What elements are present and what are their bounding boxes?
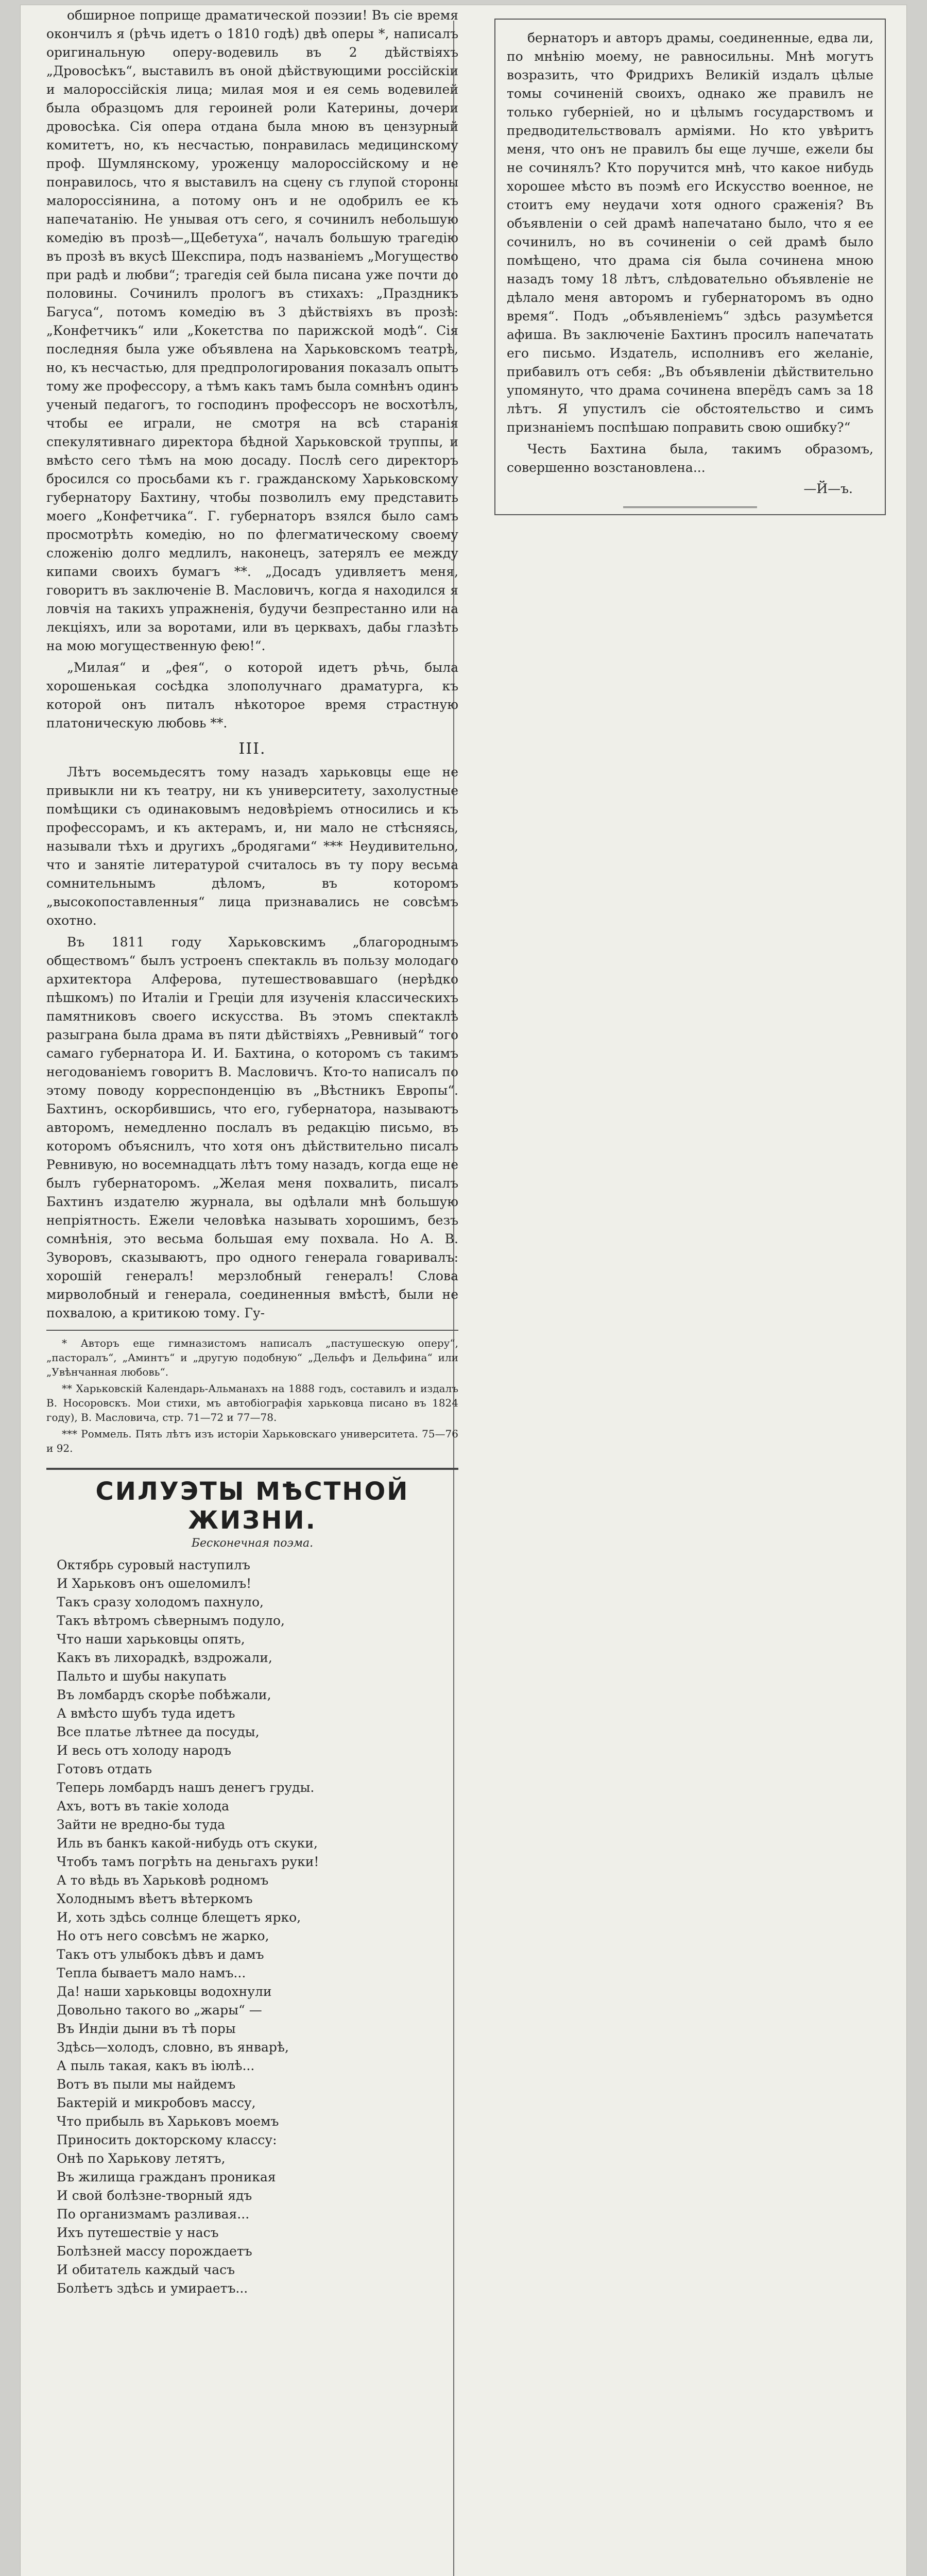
author-signature: —Й—ъ. [803,481,853,496]
poem-line: Иль въ банкъ какой-нибудь отъ скуки, [57,1836,318,1851]
poem-line: Но отъ него совсѣмъ не жарко, [57,1928,269,1943]
poem-line: Болѣзней массу порождаетъ [57,2244,252,2259]
poem-line: И обитатель каждый часъ [57,2262,235,2277]
poem-line: А пыль такая, какъ въ іюлѣ... [57,2058,255,2073]
section-divider [46,1468,458,1470]
poem-line: Готовъ отдать [57,1761,152,1776]
poem-line: Что прибыль въ Харьковъ моемъ [57,2114,279,2129]
poem-line: И свой болѣзне-творный ядъ [57,2188,252,2203]
poem-line: И весь отъ холоду народъ [57,1743,231,1758]
poem-line: Такъ отъ улыбокъ дѣвъ и дамъ [57,1947,264,1962]
poem-line: Въ жилища гражданъ проникая [57,2170,276,2184]
poem-line: По организмамъ разливая... [57,2207,250,2222]
paragraph: бернаторъ и авторъ драмы, соединенные, едва ли, по мнѣнію моему, не равносильны. Мнѣ могутъ возразить, что Фридрихъ Великій издалъ цѣлые томы сочиненій своихъ, однако же правилъ не только губерніей, но и цѣлымъ государствомъ и предводительствовалъ арміями. Но кто увѣритъ меня, что онъ не правилъ бы еще лучше, ежели бы не сочинялъ? Кто поручится мнѣ, что какое нибудь хорошее мѣсто въ поэмѣ его Искусство военное, не стоитъ ему неудачи хотя одного сраженія? Въ объявленіи о сей драмѣ напечатано было, что я ее сочинилъ, но въ сочиненіи о сей драмѣ было помѣщено, что драма сія была сочинена мною назадъ тому 18 лѣтъ, слѣдовательно объявленіе не дѣлало меня авторомъ и губернаторомъ въ одно время“. Подъ „объявленіемъ“ здѣсь разумѣется афиша. Въ заключеніе Бахтинъ просилъ напечатать его письмо. Издатель, исполнивъ его желаніе, прибавилъ отъ себя: „Въ объявленіи дѣйствительно упомянуто, что драма сочинена вперёдъ самъ за 18 лѣтъ. Я упустилъ сіе обстоятельство и симъ признаніемъ поспѣшаю поправить свою ошибку?“ [507,30,873,435]
poem-line: Зайти не вредно-бы туда [57,1817,226,1832]
footnotes [46,1330,458,1455]
poem-line: Онѣ по Харькову летятъ, [57,2151,226,2166]
poem-line: Здѣсь—холодъ, словно, въ январѣ, [57,2040,289,2055]
poem-line: И, хоть здѣсь солнце блещетъ ярко, [57,1910,301,1925]
poem-line: А то вѣдь въ Харьковѣ родномъ [57,1873,269,1888]
paragraph: обширное поприще драматической поэзии! Въ сіе время окончилъ я (рѣчь идетъ о 1810 годѣ) двѣ оперы *, написалъ оригинальную оперу-водевиль въ 2 дѣйствіяхъ „Дровосѣкъ“, выставилъ въ оной дѣйствующими россійскіи и малороссійскія лица; милая моя и ея семь водевилей была образцомъ для героиней роли Катерины, дочери дровосѣка. Сія опера отдана была мною въ цензурный комитетъ, но, къ несчастью, понравилась медицинскому проф. Шумлянскому, уроженцу малороссійскому и не понравилось, что я выставилъ на сцену съ глупой стороны малороссіянина, а потому онъ и не одобрилъ ее къ напечатанію. Не унывая отъ сего, я сочинилъ небольшую комедію въ прозѣ—„Щебетуха“, началъ большую трагедію въ прозѣ въ вкусѣ Шекспира, подъ названіемъ „Могущество при радѣ и любви“; трагедія сей была писана уже почти до половины. Сочинилъ прологъ въ стихахъ: „Праздникъ Багуса“, потомъ комедію въ 3 дѣйствіяхъ въ прозѣ: „Конфетчикъ“ или „Кокетства по парижской модѣ“. Сія последняя была уже объявлена на Харьковскомъ театрѣ, но, къ несчастью, для предпрологирования показалъ опытъ тому же профессору, а тѣмъ какъ тамъ была сомнѣнъ одинъ ученый педагогъ, то господинъ профессоръ не восхотѣлъ, чтобы ее играли, не смотря на всѣ старанія спекулятивнаго директора бѣдной Харьковской труппы, и вмѣсто сего тѣмъ на мою досаду. Послѣ сего директоръ бросился со просьбами къ г. гражданскому Харьковскому губернатору Бахтину, чтобы позволилъ ему представить моего „Конфетчика“. Г. губернаторъ взялся было самъ просмотрѣть комедію, но по флегматическому своему сложенію долго медлилъ, наконецъ, затерялъ ее между кипами своихъ бумагъ **. „Досадъ удивляетъ меня, говоритъ въ заключеніе В. Масловичъ, когда я находился я ловчія на такихъ упражненія, будучи безпрестанно или на лекціяхъ, или за воротами, или въ церквахъ, дабы глазѣть на мою могущественную фею!“. [46,8,458,653]
poem-line: Какъ въ лихорадкѣ, вздрожали, [57,1650,272,1665]
poem-line: Да! наши харьковцы водохнули [57,1984,272,1999]
poem-line: Октябрь суровый наступилъ [57,1557,250,1572]
poem-line: Приносить докторскому классу: [57,2132,277,2147]
poem-line: Вотъ въ пыли мы найдемъ [57,2077,236,2092]
poem-line: Чтобъ тамъ погрѣть на деньгахъ руки! [57,1854,319,1869]
poem-line: Ахъ, вотъ въ такіе холода [57,1799,230,1814]
footnote: * Авторъ еще гимназистомъ написалъ „пастушескую оперу“, „пасторалъ“, „Аминтъ“ и „другую подобную“ „Дельфъ и Дельфина“ или „Увѣнчанная любовь“. [46,1337,458,1378]
left-column [46,6,458,2298]
poem-line: Такъ вѣтромъ сѣвернымъ подуло, [57,1613,285,1628]
paragraph: Лѣтъ восемьдесятъ тому назадъ харьковцы еще не привыкли ни къ театру, ни къ университету, захолустные помѣщики съ одинаковымъ недовѣріемъ относились и къ профессорамъ, и къ актерамъ, и, ни мало не стѣсняясь, называли тѣхъ и другихъ „бродягами“ *** Неудивительно, что и занятіе литературой считалось въ ту пору весьма сомнительнымъ дѣломъ, въ которомъ „высокопоставленныя“ лица признавались не совсѣмъ охотно. [46,765,458,928]
end-rule [623,506,757,508]
article-ending-box [494,19,886,515]
poem-line: Ихъ путешествіе у насъ [57,2225,219,2240]
paragraph: Въ 1811 году Харьковскимъ „благороднымъ обществомъ“ былъ устроенъ спектакль въ пользу молодаго архитектора Алферова, путешествовавшаго (нерѣдко пѣшкомъ) по Италіи и Греціи для изученія классическихъ памятниковъ своего искусства. Въ этомъ спектаклѣ разыграна была драма въ пяти дѣйствіяхъ „Ревнивый“ того самаго губернатора И. И. Бахтина, о которомъ съ такимъ негодованіемъ говоритъ В. Масловичъ. Кто-то написалъ по этому поводу корреспонденцію въ „Вѣстникъ Европы“. Бахтинъ, оскорбившись, что его, губернатора, называютъ авторомъ, немедленно послалъ въ редакцію письмо, въ которомъ объяснилъ, что хотя онъ дѣйствительно писалъ Ревнивую, но восемнадцать лѣтъ тому назадъ, когда еще не былъ губернаторомъ. „Желая меня похвалить, писалъ Бахтинъ издателю журнала, вы одѣлали мнѣ большую непріятность. Ежели человѣка называть хорошимъ, безъ сомнѣнія, это весьма большая ему похвала. Но А. В. Зуворовъ, сказываютъ, про одного генерала говаривалъ: хорошій генералъ! мерзлобный генералъ! Слова мирволобный и генерала, соединенныя вмѣстѣ, были не похвалою, а критикою тому. Гу- [46,935,458,1320]
poem-line: И Харьковъ онъ ошеломилъ! [57,1576,252,1591]
poem-line: Тепла бываетъ мало намъ... [57,1965,246,1980]
poem-line: Пальто и шубы накупать [57,1669,227,1684]
right-column [494,6,886,515]
poem-line: Все платье лѣтнее да посуды, [57,1724,260,1739]
article-continuation [46,6,458,733]
poem-title: СИЛУЭТЫ МѢСТНОЙ ЖИЗНИ. [95,1477,409,1535]
poem-line: Въ Индіи дыни въ тѣ поры [57,2021,236,2036]
poem-line: Что наши харьковцы опять, [57,1632,245,1647]
poem-line: Такъ сразу холодомъ пахнуло, [57,1595,264,1609]
poem-line: А вмѣсто шубъ туда идетъ [57,1706,235,1721]
footnote: ** Харьковскій Календарь-Альманахъ на 1888 годъ, составилъ и издалъ В. Носоровскъ. Мои стихи, мъ автобіографія харьковца писано въ 1824 году), В. Масловича, стр. 71—72 и 77—78. [46,1382,458,1423]
poem-line: Довольно такого во „жары“ — [57,2003,262,2018]
poem-line: Болѣетъ здѣсь и умираетъ... [57,2281,248,2296]
poem-line: Бактерій и микробовъ массу, [57,2095,256,2110]
poem-subtitle: Бесконечная поэма. [191,1537,314,1550]
poem-line: Теперь ломбардъ нашъ денегъ груды. [57,1780,315,1795]
poem-line: Въ ломбардъ скорѣе побѣжали, [57,1687,271,1702]
paragraph: „Милая“ и „фея“, о которой идетъ рѣчь, была хорошенькая сосѣдка злополучнаго драматурга, къ которой онъ питалъ нѣкоторое время страстную платоническую любовь **. [46,660,458,731]
footnote: *** Роммель. Пять лѣтъ изъ исторіи Харьковскаго университета. 75—76 и 92. [46,1428,458,1454]
poem-line: Холоднымъ вѣетъ вѣтеркомъ [57,1891,253,1906]
article-section-three [46,763,458,1323]
section-number: III. [238,740,266,758]
article-ending [507,29,873,477]
paragraph: Честь Бахтина была, такимъ образомъ, совершенно возстановлена... [507,442,873,475]
poem-body [57,1556,458,2298]
